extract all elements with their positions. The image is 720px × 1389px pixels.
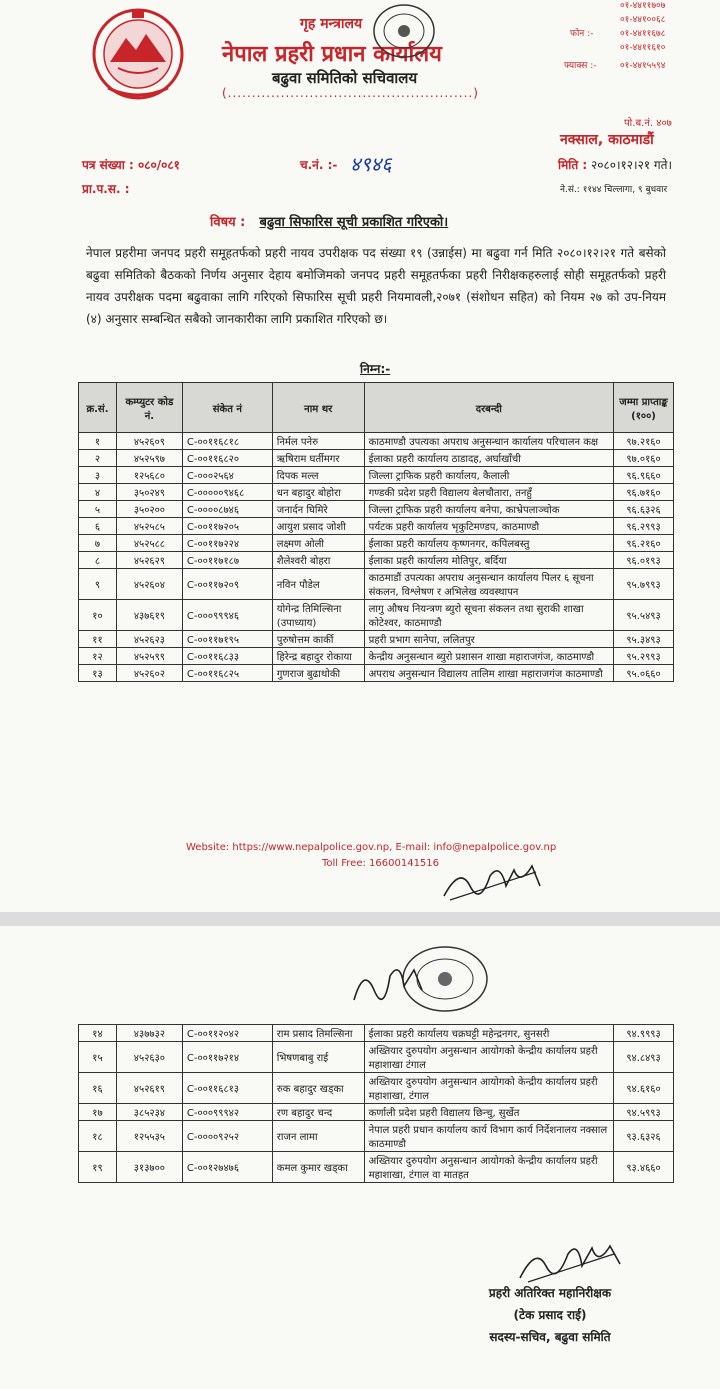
signature-icon bbox=[350, 956, 430, 1006]
cell-symbol: C-००००८७४६ bbox=[182, 501, 272, 518]
cell-office: पर्यटक प्रहरी कार्यालय भृकुटिमण्डप, काठमाण्डौ bbox=[364, 518, 613, 535]
cell-score: ९३.४६६० bbox=[614, 1152, 674, 1183]
table-row bbox=[79, 569, 674, 600]
cell-name: जनार्दन घिमिरे bbox=[272, 501, 364, 518]
table-row bbox=[79, 648, 674, 665]
fax-number: ०१-४४१५५९४ bbox=[620, 61, 666, 71]
cell-office: अख्तियार दुरुपयोग अनुसन्धान आयोगको केन्द्रीय कार्यालय प्रहरी महाशाखा, टंगाल bbox=[364, 1073, 613, 1104]
cell-name: शैलेश्वरी बोहरा bbox=[272, 552, 364, 569]
letter-number-label: पत्र संख्या : bbox=[82, 158, 134, 172]
cell-symbol: C-०००९९९४६ bbox=[182, 600, 272, 631]
table-row bbox=[79, 600, 674, 631]
cell-office: प्रहरी प्रभाग सानेपा, ललितपुर bbox=[364, 631, 613, 648]
table-row bbox=[79, 1152, 674, 1183]
header-name: नाम थर bbox=[272, 383, 364, 433]
cell-code: ४३७६१९ bbox=[116, 600, 182, 631]
cell-sn: १३ bbox=[79, 665, 117, 682]
cell-sn: १२ bbox=[79, 648, 117, 665]
cell-sn: ६ bbox=[79, 518, 117, 535]
cell-name: हिरेन्द्र बहादुर रोकाया bbox=[272, 648, 364, 665]
cell-score: ९५.२९९३ bbox=[614, 648, 674, 665]
table-row bbox=[79, 631, 674, 648]
cell-sn: १७ bbox=[79, 1104, 117, 1121]
cell-name: निर्मल पनेरु bbox=[272, 433, 364, 450]
table-row bbox=[79, 1025, 674, 1042]
header-score: जम्मा प्राप्ताङ्क (१००) bbox=[614, 383, 674, 433]
cell-sn: ९ bbox=[79, 569, 117, 600]
table-row bbox=[79, 535, 674, 552]
cell-name: लक्ष्मण ओली bbox=[272, 535, 364, 552]
cell-score: ९४.५९९३ bbox=[614, 1104, 674, 1121]
cell-code: ३५०२४९ bbox=[116, 484, 182, 501]
header-office: दरबन्दी bbox=[364, 383, 613, 433]
cell-name: ऋषिराम घर्तीमगर bbox=[272, 450, 364, 467]
subject-line bbox=[210, 212, 448, 230]
cell-score: ९५.७९९३ bbox=[614, 569, 674, 600]
cell-sn: १ bbox=[79, 433, 117, 450]
cell-name: योगेन्द्र तिमिल्सिना (उपाध्याय) bbox=[272, 600, 364, 631]
cell-code: ४५२६३० bbox=[116, 1042, 182, 1073]
cell-office: अख्तियार दुरुपयोग अनुसन्धान आयोगको केन्द्रीय कार्यालय प्रहरी महाशाखा, टंगाल वा मातहत bbox=[364, 1152, 613, 1183]
cell-name: भिषणबाबु राई bbox=[272, 1042, 364, 1073]
table-row bbox=[79, 552, 674, 569]
cell-office: लागु औषध नियन्त्रण ब्युरो सूचना संकलन तथा सुराकी शाखा कोटेश्वर, काठमाण्डौ bbox=[364, 600, 613, 631]
signatory-name: (टेक प्रसाद राई) bbox=[513, 1308, 587, 1322]
recommendation-table bbox=[78, 382, 674, 682]
cell-office: कर्णाली प्रदेश प्रहरी विद्यालय छिन्चु, सुर्खेत bbox=[364, 1104, 613, 1121]
cell-name: दिपक मल्ल bbox=[272, 467, 364, 484]
cell-name: पुरुषोत्तम कार्की bbox=[272, 631, 364, 648]
cell-sn: ४ bbox=[79, 484, 117, 501]
table-row bbox=[79, 433, 674, 450]
letter-number-value: ०८०/०८१ bbox=[137, 158, 180, 172]
cell-code: ४५२५९९ bbox=[116, 648, 182, 665]
table-row bbox=[79, 518, 674, 535]
cell-office: जिल्ला ट्राफिक प्रहरी कार्यालय बनेपा, काभ्रेपलाञ्चोक bbox=[364, 501, 613, 518]
cell-score: ९५.३४९३ bbox=[614, 631, 674, 648]
date-value: २०८०।१२।२१ गते। bbox=[591, 158, 673, 172]
subject-label: विषय : bbox=[210, 215, 246, 230]
cell-office: अपराध अनुसन्धान विद्यालय तालिम शाखा महाराजगंज काठमाण्डौ bbox=[364, 665, 613, 682]
table-row bbox=[79, 467, 674, 484]
cell-name: रुक बहादुर खड्का bbox=[272, 1073, 364, 1104]
cell-score: ९६.२९९३ bbox=[614, 518, 674, 535]
letter-number bbox=[82, 156, 180, 173]
cell-name: गुणराज बुढाथोकी bbox=[272, 665, 364, 682]
cell-name: धन बहादुर बोहोरा bbox=[272, 484, 364, 501]
cell-symbol: C-००००९२५२ bbox=[182, 1121, 272, 1152]
cell-sn: ११ bbox=[79, 631, 117, 648]
cell-office: जिल्ला ट्राफिक प्रहरी कार्यालय, कैलाली bbox=[364, 467, 613, 484]
footer-website: Website: https://www.nepalpolice.gov.np, E-mail: info@nepalpolice.gov.np bbox=[186, 842, 557, 853]
cell-name: राजन लामा bbox=[272, 1121, 364, 1152]
signatory-role: सदस्य-सचिव, बढुवा समिति bbox=[489, 1330, 611, 1344]
cell-office: काठमाण्डौ उपत्यका अपराध अनुसन्धान कार्यालय परिचालन कक्ष bbox=[364, 433, 613, 450]
cell-code: ४५२५८८ bbox=[116, 535, 182, 552]
prapa-label: प्रा.प.स. : bbox=[82, 182, 130, 196]
nepal-emblem-icon bbox=[88, 6, 188, 102]
cell-code: ४५२५८५ bbox=[116, 518, 182, 535]
po-box: पो.ब.नं. ४०७ bbox=[624, 118, 672, 129]
cell-score: ९६.०१९३ bbox=[614, 552, 674, 569]
table-row bbox=[79, 1121, 674, 1152]
cell-score: ९३.६३२६ bbox=[614, 1121, 674, 1152]
cell-code: ३१३७०० bbox=[116, 1152, 182, 1183]
cell-symbol: C-००११६८२५ bbox=[182, 665, 272, 682]
cell-code: ३५०२०० bbox=[116, 501, 182, 518]
office-location: नक्साल, काठमाडौं bbox=[560, 132, 654, 148]
table-header-row bbox=[79, 383, 674, 433]
phone-number: ०१-४४११७०७ bbox=[620, 1, 666, 11]
fax-label: फ्याक्स :- bbox=[564, 61, 597, 71]
cell-symbol: C-००११७१९५ bbox=[182, 631, 272, 648]
office-title: नेपाल प्रहरी प्रधान कार्यालय bbox=[222, 42, 442, 67]
table-row bbox=[79, 450, 674, 467]
cell-sn: ८ bbox=[79, 552, 117, 569]
cell-office: अख्तियार दुरुपयोग अनुसन्धान आयोगको केन्द्रीय कार्यालय प्रहरी महाशाखा टंगाल bbox=[364, 1042, 613, 1073]
cell-symbol: C-००११७२०५ bbox=[182, 518, 272, 535]
phone-number: ०१-४४१००६८ bbox=[620, 15, 666, 25]
cell-office: ईलाका प्रहरी कार्यालय मोतिपुर, बर्दिया bbox=[364, 552, 613, 569]
cell-score: ९६.२१६० bbox=[614, 535, 674, 552]
cell-score: ९६.६३२६ bbox=[614, 501, 674, 518]
table-row bbox=[79, 1042, 674, 1073]
cell-name: राम प्रसाद तिमल्सिना bbox=[272, 1025, 364, 1042]
table-row bbox=[79, 1104, 674, 1121]
cell-name: आयुश प्रसाद जोशी bbox=[272, 518, 364, 535]
cell-code: ४५२६२३ bbox=[116, 631, 182, 648]
cell-sn: १४ bbox=[79, 1025, 117, 1042]
cell-sn: ७ bbox=[79, 535, 117, 552]
signatory-title: प्रहरी अतिरिक्त महानिरीक्षक bbox=[488, 1286, 612, 1300]
cell-code: ४५२६०२ bbox=[116, 665, 182, 682]
cell-score: ९६.७१६० bbox=[614, 484, 674, 501]
document-page-2 bbox=[0, 926, 720, 1389]
cell-sn: १८ bbox=[79, 1121, 117, 1152]
cell-score: ९६.९६६० bbox=[614, 467, 674, 484]
cell-name: रण बहादुर चन्द bbox=[272, 1104, 364, 1121]
cell-symbol: C-००११६८२० bbox=[182, 450, 272, 467]
cell-code: १२५५३५ bbox=[116, 1121, 182, 1152]
cell-score: ९४.८४९३ bbox=[614, 1042, 674, 1073]
list-heading: निम्न:- bbox=[360, 362, 391, 376]
cell-code: ४५२६१९ bbox=[116, 1073, 182, 1104]
recommendation-table-continued bbox=[78, 1024, 674, 1183]
cell-score: ९४.६१६० bbox=[614, 1073, 674, 1104]
cell-code: १२५६८० bbox=[116, 467, 182, 484]
cell-symbol: C-०००२५६४ bbox=[182, 467, 272, 484]
header-sn: क्र.सं. bbox=[79, 383, 117, 433]
table-row bbox=[79, 665, 674, 682]
cell-code: ४३७७३२ bbox=[116, 1025, 182, 1042]
cell-sn: ३ bbox=[79, 467, 117, 484]
cell-symbol: C-००११२०४२ bbox=[182, 1025, 272, 1042]
dispatch-label: च.नं. :- bbox=[300, 158, 338, 172]
office-stamp-icon bbox=[370, 0, 438, 62]
dispatch-number: ४९४६ bbox=[350, 152, 392, 176]
cell-symbol: C-००११६८१८ bbox=[182, 433, 272, 450]
signature-block bbox=[460, 1282, 640, 1348]
letter-date bbox=[558, 156, 672, 173]
cell-symbol: C-००११७२०९ bbox=[182, 569, 272, 600]
header-blank-line: (...................................................) bbox=[222, 86, 479, 100]
cell-code: ३८५२३४ bbox=[116, 1104, 182, 1121]
header-code: कम्प्युटर कोड नं. bbox=[116, 383, 182, 433]
cell-score: ९५.५४९३ bbox=[614, 600, 674, 631]
cell-code: ४५२५९७ bbox=[116, 450, 182, 467]
cell-name: कमल कुमार खड्का bbox=[272, 1152, 364, 1183]
cell-symbol: C-०००९९९४२ bbox=[182, 1104, 272, 1121]
signature-icon bbox=[440, 856, 550, 902]
footer-toll-free: Toll Free: 16600141516 bbox=[322, 858, 440, 869]
cell-office: केन्द्रीय अनुसन्धान ब्युरो प्रशासन शाखा महाराजगंज, काठमाण्डौ bbox=[364, 648, 613, 665]
cell-symbol: C-००११६८१३ bbox=[182, 1073, 272, 1104]
cell-score: ९७.२१६० bbox=[614, 433, 674, 450]
body-paragraph: नेपाल प्रहरीमा जनपद प्रहरी समूहतर्फको प्रहरी नायव उपरीक्षक पद संख्या १९ (उन्नाईस) मा बढुवा गर्न मिति २०८०।१२।२१ गते बसेको बढुवा समितिको बैठकको निर्णय अनुसार देहाय बमोजिमको जनपद प्रहरी समूहतर्फका प्रहरी निरीक्षकहरुलाई सोही समूहतर्फको प्रहरी नायव उपरीक्षक पदमा बढुवाका लागि गरिएको सिफारिस सूची प्रहरी नियमावली,२०७१ (संशोधन सहित) को नियम २७ को उप-नियम (४) अनुसार सम्बन्धित सबैको जानकारीका लागि प्रकाशित गरिएको छ। bbox=[86, 246, 666, 326]
cell-name: नविन पौडेल bbox=[272, 569, 364, 600]
cell-office: ईलाका प्रहरी कार्यालय कृष्णनगर, कपिलबस्तु bbox=[364, 535, 613, 552]
cell-symbol: C-००११७१८७ bbox=[182, 552, 272, 569]
cell-score: ९७.०१६० bbox=[614, 450, 674, 467]
cell-symbol: C-००१२७४७६ bbox=[182, 1152, 272, 1183]
table-row bbox=[79, 1073, 674, 1104]
cell-sn: १० bbox=[79, 600, 117, 631]
sub-office-title: बढुवा समितिको सचिवालय bbox=[272, 69, 418, 87]
cell-office: गण्डकी प्रदेश प्रहरी विद्यालय बेलचौतारा, तनहुँ bbox=[364, 484, 613, 501]
signature-icon bbox=[516, 1234, 626, 1284]
table-row bbox=[79, 484, 674, 501]
table-row bbox=[79, 501, 674, 518]
nepal-sambat-date: ने.सं.: ११४४ चिल्लागा, ९ बुधवार bbox=[560, 185, 668, 195]
cell-sn: १५ bbox=[79, 1042, 117, 1073]
cell-sn: ५ bbox=[79, 501, 117, 518]
cell-code: ४५२६२९ bbox=[116, 552, 182, 569]
cell-code: ४५२६०४ bbox=[116, 569, 182, 600]
cell-sn: १६ bbox=[79, 1073, 117, 1104]
cell-symbol: C-००११७२१४ bbox=[182, 1042, 272, 1073]
cell-code: ४५२६०९ bbox=[116, 433, 182, 450]
phone-number: ०१-४४११६७८ bbox=[620, 29, 666, 39]
cell-sn: २ bbox=[79, 450, 117, 467]
cell-score: ९५.०६६० bbox=[614, 665, 674, 682]
phone-number: ०१-४४११६१० bbox=[620, 43, 666, 53]
cell-office: काठमाडौं उपत्यका अपराध अनुसन्धान कार्यालय पिलर ६ सूचना संकलन, विश्लेषण र अभिलेख व्यवस्थापन bbox=[364, 569, 613, 600]
header-symbol: संकेत नं bbox=[182, 383, 272, 433]
cell-symbol: C-००११७२२४ bbox=[182, 535, 272, 552]
subject-value: बढुवा सिफारिस सूची प्रकाशित गरिएको। bbox=[259, 215, 449, 230]
date-label: मिति : bbox=[558, 158, 588, 172]
cell-score: ९४.९९९३ bbox=[614, 1025, 674, 1042]
phone-label: फोन :- bbox=[570, 29, 594, 39]
cell-symbol: C-००११६८३३ bbox=[182, 648, 272, 665]
cell-office: नेपाल प्रहरी प्रधान कार्यालय कार्य विभाग कार्य निर्देशनालय नक्साल काठमाण्डौ bbox=[364, 1121, 613, 1152]
cell-symbol: C-०००००९४६८ bbox=[182, 484, 272, 501]
cell-office: ईलाका प्रहरी कार्यालय ठाडादह, अर्घाखाँची bbox=[364, 450, 613, 467]
ministry-name: गृह मन्त्रालय bbox=[300, 16, 363, 32]
cell-office: ईलाका प्रहरी कार्यालय चक्रघट्टी महेन्द्रनगर, सुनसरी bbox=[364, 1025, 613, 1042]
cell-sn: १९ bbox=[79, 1152, 117, 1183]
